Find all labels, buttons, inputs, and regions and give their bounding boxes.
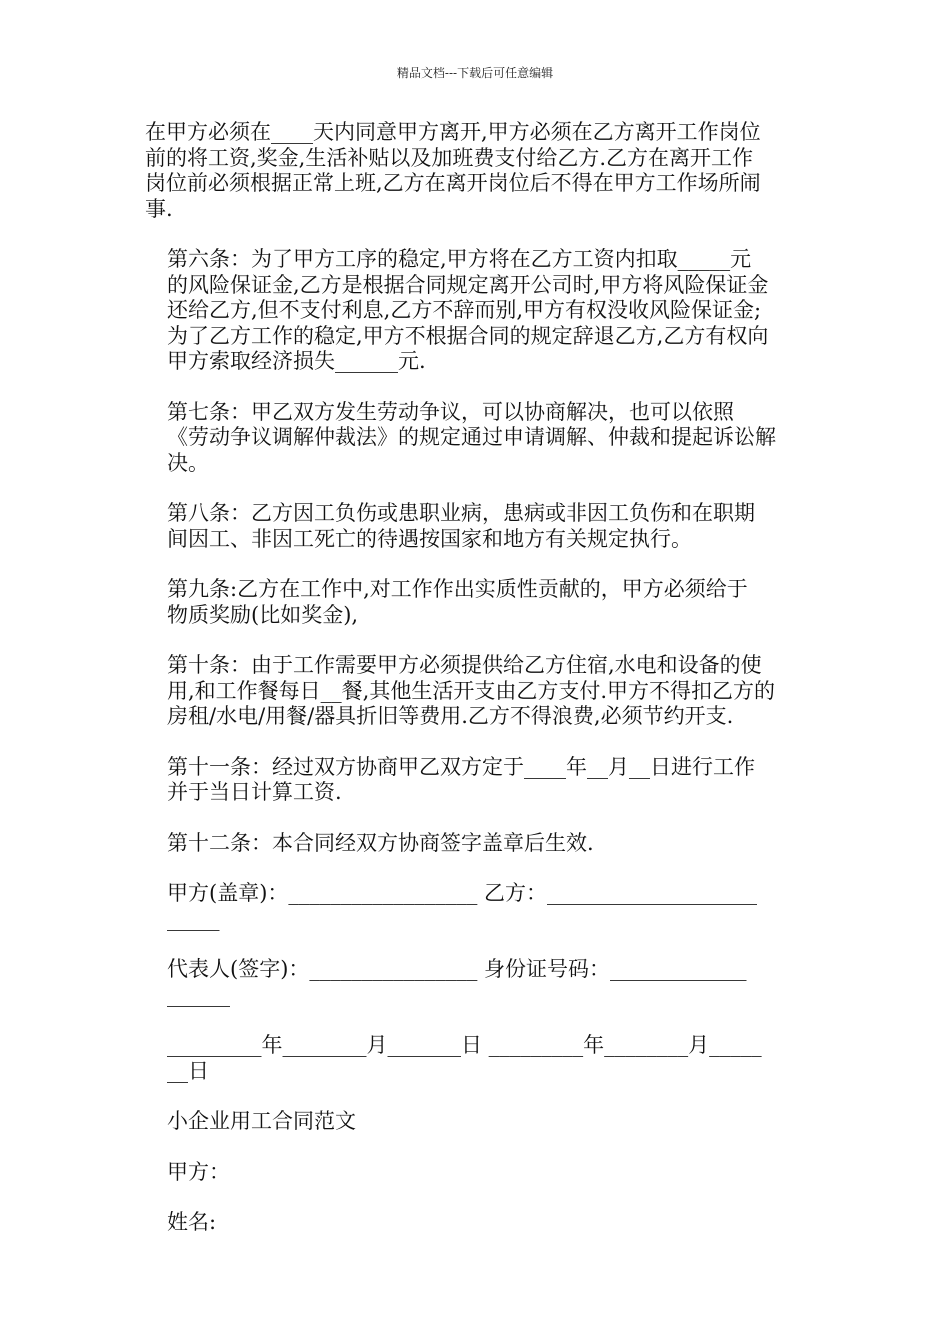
text-line: 第十一条：经过双方协商甲乙双方定于____年__月__日进行工作: [167, 754, 755, 779]
text-line: 代表人(签字)：________________ 身份证号码：_____________: [167, 957, 747, 981]
text-line: ______: [167, 982, 230, 1007]
paragraph-clause-7: [145, 400, 807, 477]
text-line: 为了乙方工作的稳定,甲方不根据合同的规定辞退乙方,乙方有权向: [167, 323, 769, 348]
signature-representative-line: [145, 957, 807, 1008]
paragraph-clause-8: [145, 501, 807, 552]
text-line: 《劳动争议调解仲裁法》的规定通过申请调解、仲裁和提起诉讼解: [167, 425, 776, 449]
text-line: 第十条：由于工作需要甲方必须提供给乙方住宿,水电和设备的使: [167, 653, 762, 677]
text-line: 姓名:: [167, 1210, 217, 1234]
text-line: 决。: [167, 450, 209, 475]
text-line: 的风险保证金,乙方是根据合同规定离开公司时,甲方将风险保证金: [167, 272, 769, 297]
text-line: 第九条:乙方在工作中,对工作作出实质性贡献的，甲方必须给于: [167, 577, 748, 601]
text-line: 小企业用工合同范文: [167, 1109, 356, 1133]
paragraph-clause-5-continued: [145, 120, 807, 222]
text-line: 并于当日计算工资.: [167, 780, 342, 804]
section-title: [145, 1109, 807, 1135]
text-line: 房租/水电/用餐/器具折旧等费用.乙方不得浪费,必须节约开支.: [167, 704, 734, 728]
text-line: _________年________月_______日 _________年________月_____: [167, 1033, 762, 1057]
party-a-label: [145, 1160, 807, 1186]
text-line: 用,和工作餐每日__餐,其他生活开支由乙方支付.甲方不得扣乙方的: [167, 678, 776, 703]
paragraph-clause-6: [145, 247, 807, 375]
text-line: 甲方索取经济损失______元.: [167, 349, 426, 373]
paragraph-clause-9: [145, 577, 807, 628]
text-line: 岗位前必须根据正常上班,乙方在离开岗位后不得在甲方工作场所闹: [145, 171, 761, 195]
text-line: 还给乙方,但不支付利息,乙方不辞而别,甲方有权没收风险保证金;: [167, 298, 762, 322]
text-line: 在甲方必须在____天内同意甲方离开,甲方必须在乙方离开工作岗位: [145, 120, 761, 144]
paragraph-clause-11: [145, 755, 807, 806]
name-label: [145, 1210, 807, 1236]
signature-party-line: [145, 881, 807, 932]
signature-date-line: [145, 1033, 807, 1084]
page-header: 精品文档---下载后可任意编辑: [396, 66, 554, 80]
paragraph-clause-12: [145, 831, 807, 857]
text-line: 物质奖励(比如奖金),: [167, 602, 359, 627]
paragraph-clause-10: [145, 653, 807, 730]
text-line: 前的将工资,奖金,生活补贴以及加班费支付给乙方.乙方在离开工作: [145, 145, 754, 170]
document-body: [145, 120, 807, 1261]
text-line: __日: [167, 1058, 209, 1083]
text-line: 第七条：甲乙双方发生劳动争议，可以协商解决，也可以依照: [167, 399, 734, 424]
text-line: 甲方(盖章)：__________________ 乙方：____________________: [167, 881, 758, 905]
text-line: 间因工、非因工死亡的待遇按国家和地方有关规定执行。: [167, 526, 692, 551]
text-line: 第六条：为了甲方工序的稳定,甲方将在乙方工资内扣取_____元: [167, 247, 752, 271]
text-line: 第十二条：本合同经双方协商签字盖章后生效.: [167, 830, 594, 855]
text-line: _____: [167, 906, 220, 931]
text-line: 第八条：乙方因工负伤或患职业病，患病或非因工负伤和在职期: [167, 501, 755, 525]
text-line: 甲方：: [167, 1159, 230, 1184]
text-line: 事.: [145, 196, 173, 221]
